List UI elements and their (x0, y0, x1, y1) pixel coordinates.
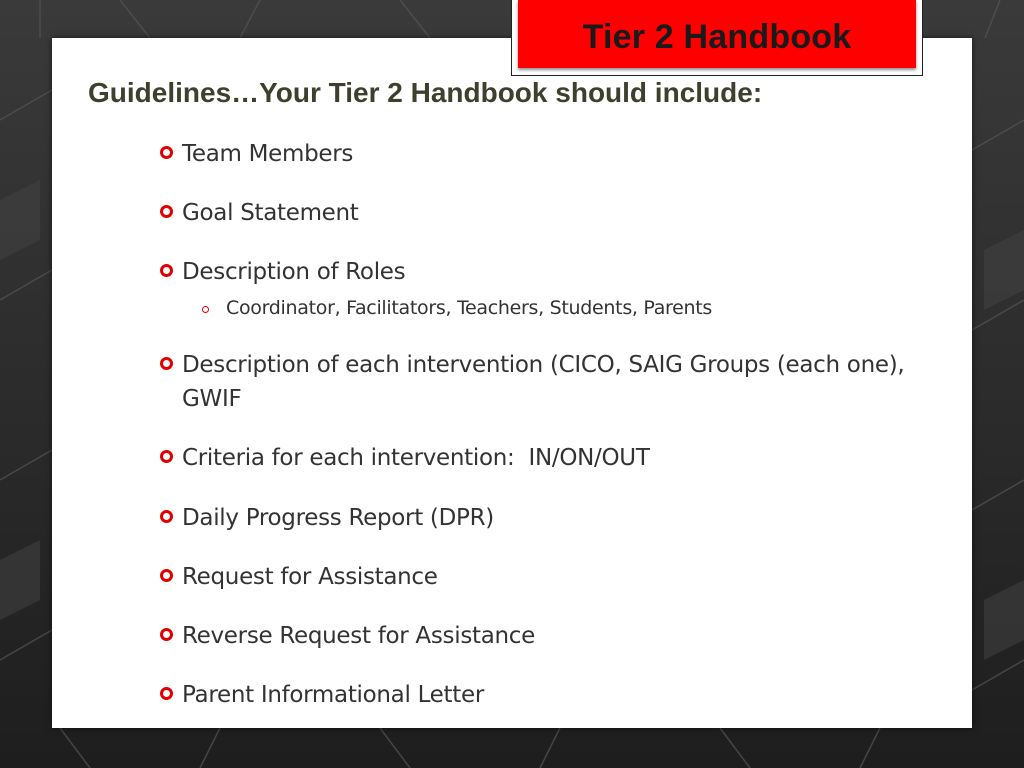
bullet-item (158, 255, 938, 289)
bullet-item (158, 619, 938, 653)
bullet-text: Description of each intervention (CICO, SAIG Groups (each one), GWIF (182, 352, 905, 412)
title-box (511, 0, 923, 76)
bullet-marker-icon (158, 348, 182, 378)
bullet-text: Parent Informational Letter (182, 682, 484, 708)
bullet-marker-icon (158, 441, 182, 471)
bullet-item (158, 441, 938, 475)
bullet-text: Criteria for each intervention: IN/ON/OUT (182, 445, 650, 471)
bullet-text: Goal Statement (182, 200, 359, 226)
bullet-item (158, 137, 938, 171)
bullet-text: Description of Roles (182, 259, 406, 285)
bullet-item (158, 348, 918, 416)
slide-heading: Guidelines…Your Tier 2 Handbook should include: (88, 77, 763, 108)
bullet-marker-icon (158, 560, 182, 590)
slide-title: Tier 2 Handbook (582, 17, 852, 56)
bullet-item (158, 196, 938, 230)
bullet-item (158, 560, 938, 594)
bullet-marker-icon (158, 501, 182, 531)
bullet-marker-icon (158, 678, 182, 708)
bullet-marker-icon (158, 255, 182, 285)
sub-bullet-marker-icon (200, 296, 226, 320)
bullet-text: Request for Assistance (182, 564, 438, 590)
bullet-marker-icon (158, 137, 182, 167)
bullet-marker-icon (158, 619, 182, 649)
bullet-text: Reverse Request for Assistance (182, 623, 535, 649)
sub-bullet-text: Coordinator, Facilitators, Teachers, Students, Parents (226, 297, 713, 319)
bullet-text: Daily Progress Report (DPR) (182, 505, 494, 531)
title-banner (518, 0, 916, 68)
bullet-item (158, 678, 938, 712)
bullet-text: Team Members (182, 141, 354, 167)
bullet-item (158, 501, 938, 535)
sub-bullet-item (200, 296, 712, 320)
bullet-marker-icon (158, 196, 182, 226)
